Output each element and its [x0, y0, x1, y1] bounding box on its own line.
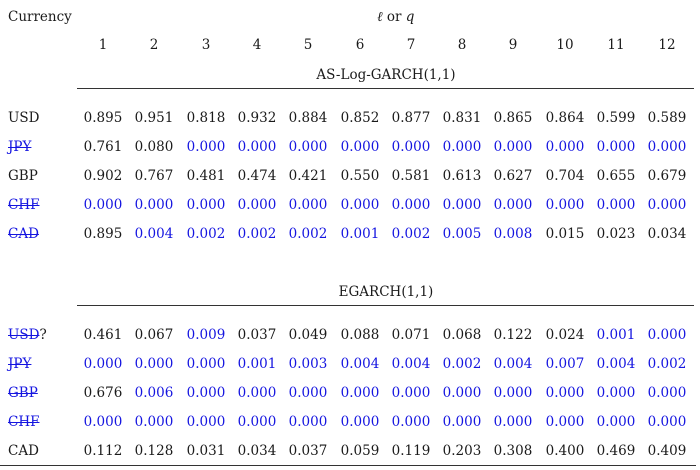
- table-cell: 0.000: [288, 197, 328, 213]
- table-cell: 0.000: [493, 139, 533, 155]
- row-label-chf: [8, 197, 39, 213]
- table-cell: 0.000: [391, 139, 431, 155]
- table-cell: 0.002: [647, 356, 687, 372]
- table-cell: 0.000: [134, 414, 174, 430]
- table-cell: 0.002: [391, 226, 431, 242]
- column-header-12: 12: [658, 37, 676, 53]
- table-cell: 0.000: [288, 385, 328, 401]
- table-cell: 0.581: [391, 168, 431, 184]
- table-cell: 0.461: [83, 327, 123, 343]
- table-cell: 0.004: [596, 356, 636, 372]
- table-cell: 0.481: [186, 168, 226, 184]
- currency-name: GBP: [8, 168, 38, 184]
- column-header-5: 5: [303, 37, 313, 53]
- table-cell: 0.031: [186, 443, 226, 459]
- table-cell: 0.001: [596, 327, 636, 343]
- table-cell: 0.068: [442, 327, 482, 343]
- table-cell: 0.676: [83, 385, 123, 401]
- column-header-11: 11: [607, 37, 625, 53]
- currency-header: Currency: [8, 9, 72, 25]
- table-cell: 0.004: [391, 356, 431, 372]
- table-cell: 0.469: [596, 443, 636, 459]
- row-label-cad: [8, 226, 39, 242]
- table-cell: 0.000: [596, 197, 636, 213]
- column-header-8: 8: [457, 37, 467, 53]
- table-cell: 0.409: [647, 443, 687, 459]
- table-cell: 0.000: [596, 139, 636, 155]
- table-cell: 0.119: [391, 443, 431, 459]
- currency-name: USD: [8, 110, 40, 126]
- table-cell: 0.704: [545, 168, 585, 184]
- table-cell: 0.009: [186, 327, 226, 343]
- table-cell: 0.000: [442, 197, 482, 213]
- table-cell: 0.613: [442, 168, 482, 184]
- table-cell: 0.000: [83, 356, 123, 372]
- table-cell: 0.767: [134, 168, 174, 184]
- table-cell: 0.000: [237, 197, 277, 213]
- table-cell: 0.088: [340, 327, 380, 343]
- column-header-3: 3: [201, 37, 211, 53]
- table-cell: 0.599: [596, 110, 636, 126]
- table-cell: 0.000: [83, 414, 123, 430]
- table-cell: 0.000: [647, 327, 687, 343]
- table-cell: 0.864: [545, 110, 585, 126]
- table-cell: 0.000: [391, 197, 431, 213]
- table-cell: 0.761: [83, 139, 123, 155]
- panel-rule-as-log-garch: [77, 88, 694, 89]
- table-cell: 0.005: [442, 226, 482, 242]
- table-cell: 0.000: [596, 385, 636, 401]
- table-cell: 0.059: [340, 443, 380, 459]
- currency-name: JPY: [8, 356, 32, 372]
- table-cell: 0.000: [186, 385, 226, 401]
- row-label-usd: [8, 110, 39, 126]
- table-cell: 0.000: [647, 139, 687, 155]
- table-cell: 0.000: [340, 139, 380, 155]
- table-cell: 0.034: [647, 226, 687, 242]
- q-symbol: q: [405, 9, 415, 25]
- column-header-6: 6: [355, 37, 365, 53]
- table-cell: 0.818: [186, 110, 226, 126]
- table-cell: 0.000: [442, 414, 482, 430]
- table-cell: 0.000: [186, 414, 226, 430]
- table-cell: 0.034: [237, 443, 277, 459]
- row-label-gbp: [8, 385, 38, 401]
- column-header-10: 10: [556, 37, 574, 53]
- table-cell: 0.627: [493, 168, 533, 184]
- table-cell: 0.000: [340, 385, 380, 401]
- table-cell: 0.000: [493, 385, 533, 401]
- currency-name: JPY: [8, 139, 32, 155]
- table-cell: 0.000: [493, 414, 533, 430]
- row-label-jpy: [8, 356, 31, 372]
- column-header-2: 2: [149, 37, 159, 53]
- table-cell: 0.004: [134, 226, 174, 242]
- currency-name: CAD: [8, 443, 39, 459]
- table-cell: 0.421: [288, 168, 328, 184]
- panel-title-egarch: EGARCH(1,1): [338, 284, 434, 300]
- table-cell: 0.015: [545, 226, 585, 242]
- currency-suffix: ?: [39, 327, 47, 343]
- table-cell: 0.474: [237, 168, 277, 184]
- table-cell: 0.877: [391, 110, 431, 126]
- table-cell: 0.004: [493, 356, 533, 372]
- column-header-9: 9: [508, 37, 518, 53]
- table-cell: 0.000: [237, 385, 277, 401]
- table-cell: 0.000: [545, 139, 585, 155]
- table-cell: 0.024: [545, 327, 585, 343]
- table-cell: 0.002: [186, 226, 226, 242]
- ell-symbol: ℓ: [377, 9, 383, 25]
- row-label-usd: [8, 327, 47, 343]
- table-cell: 0.000: [493, 197, 533, 213]
- table-cell: 0.852: [340, 110, 380, 126]
- table-cell: 0.002: [237, 226, 277, 242]
- table-cell: 0.067: [134, 327, 174, 343]
- table-cell: 0.000: [545, 197, 585, 213]
- table-cell: 0.865: [493, 110, 533, 126]
- table-cell: 0.000: [391, 385, 431, 401]
- panel-title-as-log-garch: AS-Log-GARCH(1,1): [316, 67, 456, 83]
- table-cell: 0.112: [83, 443, 123, 459]
- table-cell: 0.002: [442, 356, 482, 372]
- table-cell: 0.003: [288, 356, 328, 372]
- table-cell: 0.007: [545, 356, 585, 372]
- or-word: or: [382, 9, 406, 25]
- table-cell: 0.000: [288, 414, 328, 430]
- column-header-7: 7: [406, 37, 416, 53]
- table-cell: 0.128: [134, 443, 174, 459]
- table-cell: 0.308: [493, 443, 533, 459]
- table-cell: 0.932: [237, 110, 277, 126]
- table-cell: 0.000: [442, 385, 482, 401]
- row-label-gbp: [8, 168, 38, 184]
- table-cell: 0.000: [545, 385, 585, 401]
- table-cell: 0.655: [596, 168, 636, 184]
- panel-rule-egarch: [77, 305, 694, 306]
- table-cell: 0.895: [83, 110, 123, 126]
- table-cell: 0.000: [596, 414, 636, 430]
- table-cell: 0.001: [237, 356, 277, 372]
- table-cell: 0.000: [340, 414, 380, 430]
- table-cell: 0.000: [442, 139, 482, 155]
- table-cell: 0.000: [237, 139, 277, 155]
- row-label-jpy: [8, 139, 31, 155]
- currency-name: GBP: [8, 385, 38, 401]
- table-cell: 0.008: [493, 226, 533, 242]
- currency-name: CHF: [8, 414, 40, 430]
- table-cell: 0.589: [647, 110, 687, 126]
- table-cell: 0.000: [186, 139, 226, 155]
- table-cell: 0.679: [647, 168, 687, 184]
- table-cell: 0.000: [340, 197, 380, 213]
- table-cell: 0.071: [391, 327, 431, 343]
- table-cell: 0.000: [647, 385, 687, 401]
- table-cell: 0.203: [442, 443, 482, 459]
- table-cell: 0.000: [288, 139, 328, 155]
- table-cell: 0.037: [237, 327, 277, 343]
- table-bottom-rule: [0, 465, 696, 466]
- table-cell: 0.000: [391, 414, 431, 430]
- table-cell: 0.080: [134, 139, 174, 155]
- table-cell: 0.000: [83, 197, 123, 213]
- table-cell: 0.550: [340, 168, 380, 184]
- table-cell: 0.000: [647, 197, 687, 213]
- table-cell: 0.902: [83, 168, 123, 184]
- table-cell: 0.002: [288, 226, 328, 242]
- table-cell: 0.000: [647, 414, 687, 430]
- row-label-cad: [8, 443, 39, 459]
- currency-name: USD: [8, 327, 40, 343]
- table-cell: 0.049: [288, 327, 328, 343]
- table-cell: 0.884: [288, 110, 328, 126]
- column-header-4: 4: [252, 37, 262, 53]
- table-cell: 0.000: [134, 197, 174, 213]
- table-cell: 0.000: [237, 414, 277, 430]
- table-cell: 0.122: [493, 327, 533, 343]
- currency-name: CHF: [8, 197, 40, 213]
- column-header-1: 1: [98, 37, 108, 53]
- table-cell: 0.006: [134, 385, 174, 401]
- table-cell: 0.400: [545, 443, 585, 459]
- table-cell: 0.000: [134, 356, 174, 372]
- table-cell: 0.895: [83, 226, 123, 242]
- row-label-chf: [8, 414, 39, 430]
- table-cell: 0.023: [596, 226, 636, 242]
- table-cell: 0.001: [340, 226, 380, 242]
- table-cell: 0.000: [186, 197, 226, 213]
- table-cell: 0.000: [545, 414, 585, 430]
- table-cell: 0.004: [340, 356, 380, 372]
- table-cell: 0.951: [134, 110, 174, 126]
- table-cell: 0.831: [442, 110, 482, 126]
- table-cell: 0.037: [288, 443, 328, 459]
- parameter-header: [377, 9, 414, 25]
- table-cell: 0.000: [186, 356, 226, 372]
- currency-name: CAD: [8, 226, 39, 242]
